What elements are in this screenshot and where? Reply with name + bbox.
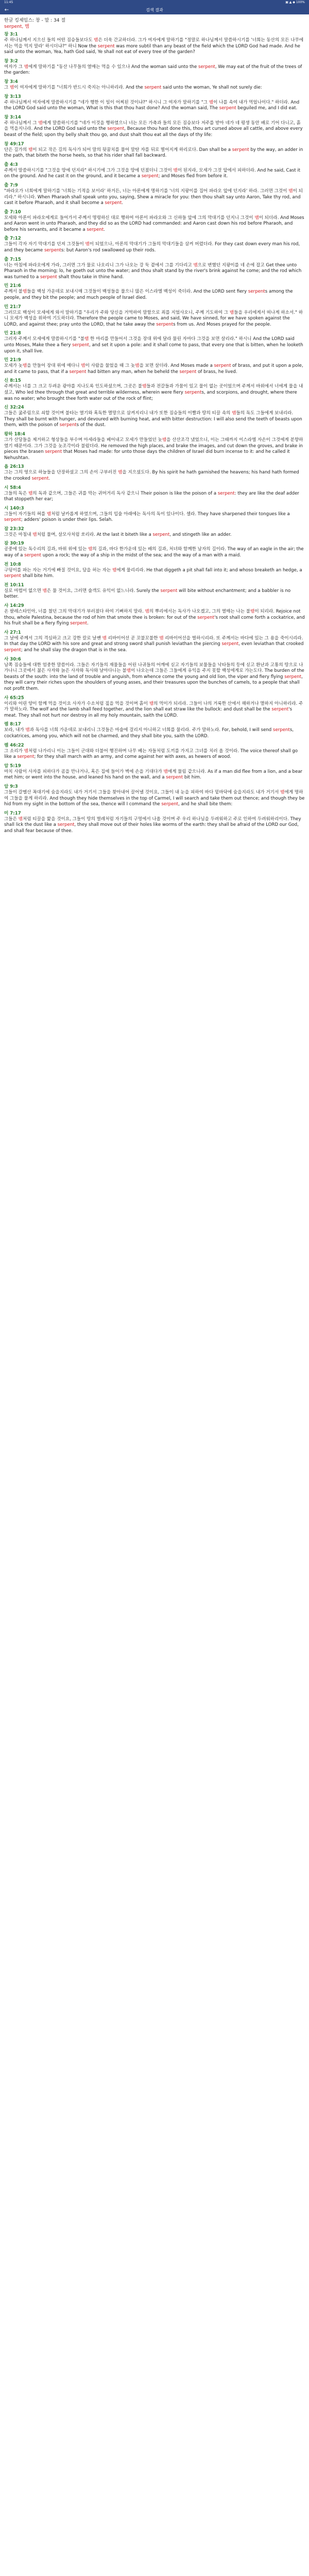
verse-reference: 창 49:17 [4, 141, 24, 147]
verse-reference: 출 7:10 [4, 209, 21, 215]
result-item[interactable] [4, 541, 305, 558]
verse-reference: 전 10:11 [4, 582, 24, 588]
verse-text: 그들의 독은 뱀의 독과 같으며, 그들은 귀를 막는 귀머거리 독사 같으니 Their poison is like the poison of a serpent: they are like the deaf adder that stoppeth her ear; [4, 490, 299, 502]
verse-text: 구덩이를 파는 자는 거기에 빠질 것이요, 담을 허는 자는 뱀에게 물리리라. He that diggeth a pit shall fall into it; and whoso breaketh an hedge, a serpent shall bite him. [4, 567, 302, 579]
verse-reference: 창 3:4 [4, 79, 18, 84]
verse-reference: 미 7:17 [4, 810, 21, 816]
verse-reference: 사 27:1 [4, 630, 21, 635]
result-item[interactable] [4, 236, 305, 253]
verse-text: 모세와 아론이 파라오에게로 들어가서 주께서 명령하신 대로 행하여 아론이 파라오와 그 신하들 앞에 그의 막대기를 던지니 그것이 뱀이 되더라. And Moses and Aaron went in unto Pharaoh, and they did so as the LORD had commanded: and Aaron cast down his rod before Pharaoh, and before his servants, and it became a serpent. [4, 215, 304, 232]
verse-text: 이리와 어린 양이 함께 먹을 것이요 사자가 수소처럼 짚을 먹을 것이며 흙이 뱀의 먹이가 되리라. 그들이 나의 거룩한 산에서 해하거나 멸하지 아니하리라. 주가 말하노라. The wolf and the lamb shall feed together, and the lion shall eat straw like the bullock: and dust shall be the serpent's meat. They shall not hurt nor destroy in all my holy mountain, saith the LORD. [4, 701, 303, 718]
verse-text: 그 날에 주께서 그의 격심하고 크고 강한 칼로 날쌘 뱀 리바이어선 곧 꼬불꼬불한 뱀 리바이어선을 벌하시리라. 또 주께서는 바다에 있는 그 용을 죽이시리라. In that day the LORD with his sore and great and strong sword shall punish leviathan the piercing serpent, even leviathan that crooked serpent; and he shall slay the dragon that is in the sea. [4, 635, 304, 653]
verse-reference: 신 8:15 [4, 378, 21, 384]
result-item[interactable] [4, 162, 305, 180]
verse-text: 그들은 뱀처럼 티끌을 핥을 것이요, 그들이 땅의 벌레처럼 자기들의 구멍에서 나올 것이며 주 우리 하나님을 두려워하고 주로 인하여 두려워하리이다. They shall lick the dust like a serpent, they shall move out of their holes like worms of the earth: they shall be afraid of the LORD our God, and shall fear because of thee. [4, 816, 301, 834]
result-item[interactable] [4, 527, 305, 538]
verse-text: 남쪽 짐승들에 대한 엄중한 말씀이라. 그들은 자기들의 재물들을 어린 나귀들의 어깨에 싣고 자기들의 보물들을 낙타들의 등에 싣고 환난과 고통의 땅으로 나가나니 그곳에서 젊은 사자와 늙은 사자와 독사와 날아다니는 불뱀이 나오는데 그들은 그들에게 유익을 주지 못할 백성에게로 가는도다. The burden of the beasts of the south: into the land of trouble and anguish, from whence come the young and old lion, the viper and fiery flying serpent, they will carry their riches upon the shoulders of young asses, and their treasures upon the bunches of camels, to a people that shall not profit them. [4, 662, 304, 691]
verse-reference: 렘 46:22 [4, 742, 24, 748]
verse-text: 그들은 굶주림으로 쇠할 것이며 불타는 열기와 혹독한 멸망으로 삼켜지리니 내가 또한 짐승들의 이빨과 땅의 티끌 속의 뱀들의 독도 그들에게 보내리라. They shall be burnt with hunger, and devoured with burning heat, and with bitter destruction: I will also send the teeth of beasts upon them, with the poison of serpents of the dust. [4, 411, 302, 428]
result-item[interactable] [4, 562, 305, 580]
search-term: serpent, 뱀 [4, 24, 29, 29]
verse-text: 그들이 각자 자기 막대기를 던져 그것들이 뱀이 되었으나, 아론의 막대기가 그들의 막대기들을 삼켜 버렸더라. For they cast down every man his rod, and they became serpents: but Aaron's rod swallowed up their rods. [4, 242, 300, 253]
verse-reference: 신 32:24 [4, 405, 24, 411]
result-item[interactable] [4, 657, 305, 692]
result-item[interactable] [4, 506, 305, 523]
verse-text: "파라오가 너희에게 말하기를 '너희는 기적을 보이라' 하거든, 너는 아론에게 명하기를 '너의 지팡이를 집어 파라오 앞에 던지라' 하라. 그러면 그것이 뱀이 되리라." 하시니라. When Pharaoh shall speak unto you, saying, Shew a miracle for you: then thou shalt say unto Aaron, Take thy rod, and cast it before Pharaoh, and it shall become a serpent. [4, 188, 303, 206]
result-item[interactable] [4, 743, 305, 760]
result-item[interactable] [4, 142, 305, 159]
verse-text: 너는 아침에 파라오에게 가라, 그러면 그가 물로 나오리니 그가 나오는 강 둑 곁에서 그를 기다리고 뱀으로 변했던 지팡이를 네 손에 잡고 Get thee unto Pharaoh in the morning; lo, he goeth out unto the water; and thou shalt stand by the river's brink against he come; and the rod which was turned to a serpent shalt thou take in thine hand. [4, 262, 302, 280]
result-item[interactable] [4, 464, 305, 482]
result-item[interactable] [4, 331, 305, 354]
verse-reference: 잠 23:32 [4, 526, 24, 532]
verse-reference: 민 21:7 [4, 304, 21, 310]
verse-reference: 출 7:12 [4, 236, 21, 242]
verse-reference: 출 7:9 [4, 182, 18, 188]
verse-text: 그 뱀이 여자에게 말하기를 "너희가 반드시 죽지는 아니하리라. And the serpent said unto the woman, Ye shall not surely die: [4, 84, 262, 90]
verse-reference: 사 65:25 [4, 695, 24, 701]
verse-reference: 암 9:3 [4, 784, 18, 789]
verse-text: 주께서는 너를 그 크고 두려운 광야를 지나도록 인도하셨으며, 그곳은 불뱀들과 전갈들과 가뭄이 있고 물이 없는 곳이었으며 주께서 바위에서 너에게 물을 내셨고, Who led thee through that great and terrible wilderness, wherein were fiery serpents, and scorpions, and drought, where there was no water; who brought thee forth water out of the rock of flint; [4, 384, 303, 401]
verse-reference: 암 5:19 [4, 763, 21, 769]
verse-text: 단은 길가의 뱀이 되고 작은 길의 독사가 되어 말의 뒷꿈치를 물어 말탄 자를 뒤로 떨어지게 하리로다. Dan shall be a serpent by the way, an adder in the path, that biteth the horse heels, so that his rider shall fall backward. [4, 147, 303, 159]
verse-text: 그들이 자기들의 혀를 뱀처럼 날카롭게 하였으며, 그들의 입술 아래에는 독사의 독이 있나이다. 셀라. They have sharpened their tongues like a serpent; adders' poison is under their lips. Selah. [4, 511, 290, 523]
result-item[interactable] [4, 432, 305, 461]
verse-text: 여자가 그 뱀에게 말하기를 "동산 나무들의 열매는 먹을 수 있으나 And the woman said unto the serpent, We may eat of the fruit of the trees of the garden: [4, 64, 302, 76]
verse-text: 주께서 말씀하시기를 "그것을 땅에 던지라" 하시기에 그가 그것을 땅에 던졌더니 그것이 뱀이 된지라, 모세가 그것 앞에서 피하더라. And he said, Cast it on the ground. And he cast it on the ground, and it became a serpent; and Moses fled from before it. [4, 167, 301, 179]
result-item[interactable] [4, 183, 305, 207]
page-title: 검색 결과 [146, 7, 163, 12]
result-item[interactable] [4, 94, 305, 112]
back-arrow-icon[interactable]: ← [4, 7, 9, 13]
verse-reference: 창 3:1 [4, 32, 18, 37]
verse-text: 그가 산당들을 제거하고 형상들을 부수며 아세라들을 베어내고 모세가 만들었던 놋뱀을 산산조각 냈었으니, 이는 그때까지 이스라엘 자손이 그것에게 분향하였기 때문이라. 그가 그것을 놋조각이라 불렀더라. He removed the high places, and brake the images, and cut down the groves, and brake in pieces the brasen serpent that Moses had made: for unto those days the children of Israel did burn incense to it: and he called it Nehushtan. [4, 437, 303, 461]
verse-reference: 렘 8:17 [4, 722, 21, 727]
verse-reference: 민 21:8 [4, 331, 21, 336]
result-item[interactable] [4, 378, 305, 402]
verse-text: 그는 그의 영으로 하늘들을 단장하셨고 그의 손이 구부러진 뱀을 지으셨도다. By his spirit he hath garnished the heavens; his hand hath formed the crooked serpent. [4, 470, 299, 481]
verse-text: 주 하나님께서 지으신 들의 어떤 짐승들보다도 뱀은 더욱 간교하더라. 그가 여자에게 말하기를 "정말로 하나님께서 말씀하시기를 '너희는 동산의 모든 나무에서는 먹을 먹지 말라' 하시더냐?" 하니 Now the serpent was more subtil than any beast of the field which the LORD God had made. And he said unto the woman, Yea, hath God said, Ye shall not eat of every tree of the garden? [4, 38, 304, 55]
result-item[interactable] [4, 32, 305, 56]
result-item[interactable] [4, 115, 305, 139]
verse-text: 공중에 있는 독수리의 길과, 바위 위에 있는 뱀의 길과, 바다 한가운데 있는 배의 길과, 처녀와 함께한 남자의 길이라. The way of an eagle in the air; the way of a serpent upon a rock; the way of a ship in the midst of the sea; and the way of a man with a maid. [4, 547, 304, 558]
book-info: 한글 킹제임스: 창 - 말 : 34 절 [4, 18, 66, 23]
result-item[interactable] [4, 764, 305, 781]
verse-text: 그들이 갈멜산 꼭대기에 숨을지라도 내가 거기서 그들을 찾아내어 끌어낼 것이요, 그들이 내 눈을 피하여 바다 밑바닥에 숨을지라도 내가 거기서 뱀에게 명하여 그들을 물게 하리라. And though they hide themselves in the top of Carmel, I will search and take them out thence; and though they be hid from my sight in the bottom of the sea, thence will I command the serpent, and he shall bite them: [4, 789, 305, 807]
verse-text: 그러자 주께서 모세에게 말씀하시기를 "불뱀 한 마리를 만들어서 그것을 장대 위에 달라 물린 자마다 그것을 보면 살리라." 하시니 And the LORD said unto Moses, Make thee a fiery serpent, and set it upon a pole: and it shall come to pass, that every one that is bitten, when he looketh upon it, shall live. [4, 336, 303, 354]
verse-reference: 출 4:3 [4, 162, 18, 167]
verse-reference: 출 7:15 [4, 257, 21, 262]
result-item[interactable] [4, 257, 305, 281]
verse-text: 온 팔레스타인아, 너를 쳤던 그의 막대기가 부러졌다 하여 기뻐하지 말라. 뱀의 뿌리에서는 독사가 나오겠고, 그의 열매는 나는 불뱀이 되리라. Rejoice not thou, whole Palestina, because the rod of him that smote thee is broken: for out of the serpent's root shall come forth a cockatrice, and his fruit shall be a fiery flying serpent. [4, 609, 305, 626]
verse-text: 보라, 내가 뱀과 독사를 너희 가운데로 보내리니 그것들은 마술에 걸리지 아니하고 너희를 물리라. 주가 말하노라. For, behold, I will send serpents, cockatrices, among you, which will not be charmed, and they shall bite you, saith the LORD. [4, 727, 294, 739]
verse-text: 실로 마법이 없으면 뱀은 물 것이요, 그러면 술객도 유익이 없느니라. Surely the serpent will bite without enchantment; and a babbler is no better. [4, 588, 291, 600]
result-item[interactable] [4, 210, 305, 233]
results-list [0, 32, 309, 834]
result-item[interactable] [4, 358, 305, 375]
result-item[interactable] [4, 79, 305, 91]
verse-text: 그것은 마침내 뱀처럼 물며, 살모사처럼 쏘리라. At the last it biteth like a serpent, and stingeth like an adder. [4, 532, 232, 537]
verse-text: 그러므로 백성이 모세에게 와서 말하기를 "우리가 주와 당신을 거역하여 말함으로 죄를 지었사오니, 주께 기도하여 그 뱀들을 우리에게서 떠나게 하소서." 하니 모세가 백성을 위하여 기도하더라. Therefore the people came to Moses, and said, We have sinned, for we have spoken against the LORD, and against thee; pray unto the LORD, that he take away the serpents from us. And Moses prayed for the people. [4, 310, 303, 327]
verse-reference: 창 3:14 [4, 114, 21, 120]
status-bar [0, 0, 309, 5]
result-item[interactable] [4, 283, 305, 301]
result-item[interactable] [4, 630, 305, 654]
verse-reference: 민 21:9 [4, 358, 21, 363]
status-time: 11:45 [4, 1, 13, 4]
verse-reference: 시 58:4 [4, 485, 21, 490]
status-icons: ▣ ▲ ◆ 100% [285, 1, 305, 4]
result-item[interactable] [4, 583, 305, 600]
search-summary [0, 14, 309, 32]
result-item[interactable] [4, 784, 305, 808]
result-item[interactable] [4, 485, 305, 503]
verse-text: 마치 사람이 사자를 피하다가 곰을 만나거나, 혹은 집에 들어가 벽에 손을 기대다가 뱀에게 물림 같으니라. As if a man did flee from a lion, and a bear met him; or went into the house, and leaned his hand on the wall, and a serpent bit him. [4, 769, 303, 781]
verse-text: 주께서 불뱀들을 백성 가운데로 보내시매 그것들이 백성들을 물으니 많은 이스라엘 백성이 죽더라. And the LORD sent fiery serpents among the people, and they bit the people; and much people of Israel died. [4, 289, 293, 301]
verse-reference: 민 21:6 [4, 283, 21, 289]
verse-text: 주 하나님께서 그 뱀에게 말씀하시기를 "네가 이것을 행하였으니 너는 모든 가축과 들의 모든 짐승보다 저주를 받아 네가 네 평생 동안 배로 기어 다니고, 흙을 먹을지니라. And the LORD God said unto the serpent, Because thou hast done this, thou art cursed above all cattle, and above every beast of the field; upon thy belly shalt thou go, and dust shalt thou eat all the days of thy life: [4, 120, 303, 138]
verse-reference: 사 14:29 [4, 603, 24, 609]
verse-text: 주 하나님께서 여자에게 말씀하시기를 "네가 행한 이 일이 어찌된 것이냐?" 하시니 그 여자가 말하기를 "그 뱀이 나를 속여 내가 먹었나이다." 하더라. And the LORD God said unto the woman, What is this that thou hast done? And the woman said, The serpent beguiled me, and I did eat. [4, 99, 300, 111]
verse-reference: 잠 30:19 [4, 541, 24, 547]
verse-reference: 욥 26:13 [4, 464, 24, 470]
result-item[interactable] [4, 696, 305, 719]
verse-text: 그 소리가 뱀처럼 나가리니 이는 그들이 군대와 더불어 행진하며 나무 베는 자들처럼 도끼를 가지고 그녀를 치러 올 것이라. The voice thereof shall go like a serpent; for they shall march with an army, and come against her with axes, as hewers of wood. [4, 748, 298, 760]
result-item[interactable] [4, 304, 305, 328]
result-item[interactable] [4, 722, 305, 739]
app-bar [0, 5, 309, 14]
verse-reference: 창 3:2 [4, 58, 18, 64]
verse-reference: 시 140:3 [4, 505, 24, 511]
verse-reference: 왕하 18:4 [4, 431, 25, 437]
verse-reference: 사 30:6 [4, 656, 21, 662]
result-item[interactable] [4, 59, 305, 76]
result-item[interactable] [4, 405, 305, 429]
result-item[interactable] [4, 603, 305, 627]
verse-reference: 창 3:13 [4, 94, 21, 99]
result-item[interactable] [4, 811, 305, 835]
verse-reference: 전 10:8 [4, 562, 21, 567]
verse-text: 모세가 놋뱀을 만들어 장대 위에 매다니 뱀이 사람을 물었을 때 그 놋뱀을 보면 살더라. And Moses made a serpent of brass, and put it upon a pole, and it came to pass, that if a serpent had bitten any man, when he beheld the serpent of brass, he lived. [4, 363, 303, 375]
